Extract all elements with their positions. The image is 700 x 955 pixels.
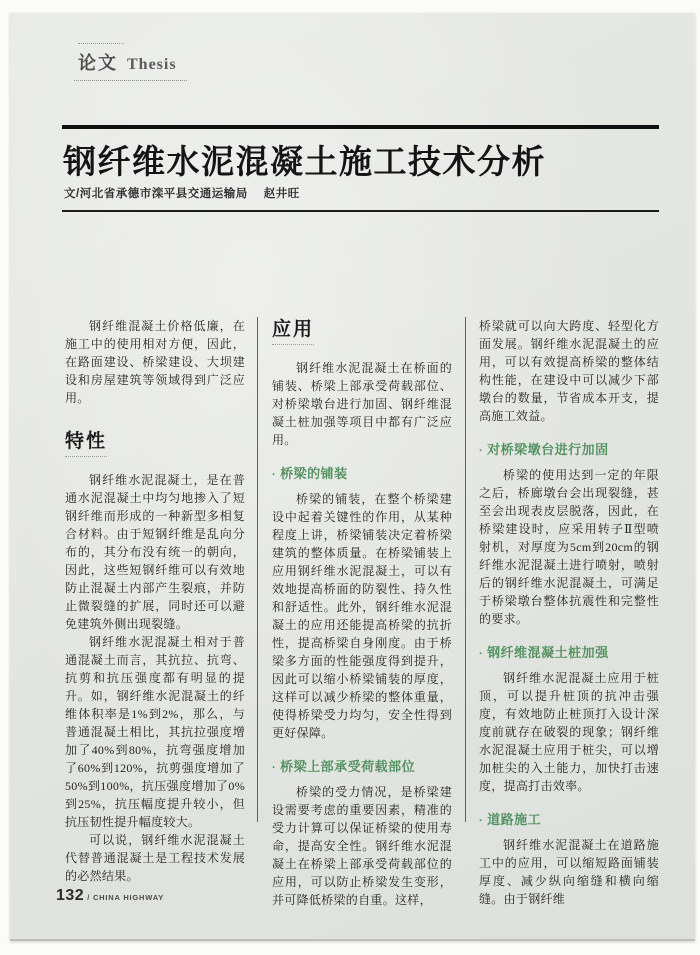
title-rule-top [62, 125, 659, 129]
section-heading-application: 应用 [272, 319, 452, 345]
subheading-load-bearing-parts: · 桥梁上部承受荷载部位 [272, 759, 416, 774]
paragraph: 桥梁就可以向大跨度、轻型化方面发展。钢纤维水泥混凝土的应用，可以有效提高桥梁的整体结构性能，在建设中可以减少下部墩台的数量，节省成本开支，提高施工效益。 [479, 319, 659, 423]
subheading-pile-strengthening: · 钢纤维混凝土桩加强 [479, 645, 609, 660]
journal-name: / CHINA HIGHWAY [87, 893, 165, 902]
paragraph: 钢纤维水泥混凝土应用于桩顶，可以提升桩顶的抗冲击强度，有效地防止桩顶打入设计深度前就存在破裂的现象；钢纤维水泥混凝土应用于桩尖，可以增加桩尖的入土能力，加快打击速度，提高打击效率。 [479, 671, 659, 793]
section-heading-characteristics: 特性 [65, 431, 245, 457]
subheading-road-construction: · 道路施工 [479, 812, 542, 827]
subheading-bridge-paving: · 桥梁的铺装 [272, 466, 348, 481]
scanned-page [10, 13, 695, 941]
article-title: 钢纤维水泥混凝土施工技术分析 [63, 143, 546, 180]
thesis-label-en: Thesis [127, 56, 177, 73]
paragraph: 钢纤维水泥混凝土在桥面的铺装、桥梁上部承受荷载部位、对桥梁墩台进行加固、钢纤维混凝土桩加强等项目中都有广泛应用。 [272, 361, 452, 447]
bullet-icon: · [272, 469, 277, 481]
paragraph: 钢纤维水泥混凝土，是在普通水泥混凝土中均匀地掺入了短钢纤维而形成的一种新型多相复合材料。由于短钢纤维是乱向分布的，其分布没有统一的朝向，因此，这些短钢纤维可以有效地防止混凝土内部产生裂痕，并防止微裂缝的扩展，同时还可以避免建筑外侧出现裂缝。 [65, 473, 245, 631]
bullet-icon: · [479, 445, 484, 457]
paragraph: 桥梁的使用达到一定的年限之后，桥廊墩台会出现裂缝，甚至会出现表皮层脱落，因此，在桥梁建设时，应采用转子Ⅱ型喷射机，对厚度为5cm到20cm的钢纤维水泥混凝土进行喷射，喷射后的钢纤维水泥混凝土，可满足于桥梁墩台整体抗震性和完整性的要求。 [479, 468, 659, 626]
subheading-pier-reinforcement: · 对桥梁墩台进行加固 [479, 442, 609, 457]
paragraph: 可以说，钢纤维水泥混凝土代替普通混凝土是工程技术发展的必然结果。 [65, 833, 245, 883]
bullet-icon: · [272, 762, 277, 774]
bullet-icon: · [479, 815, 484, 827]
paragraph: 桥梁的铺装，在整个桥梁建设中起着关键性的作用，从某种程度上讲，桥梁铺装决定着桥梁建筑的整体质量。在桥梁铺装上应用钢纤维水泥混凝土，可以有效地提高桥面的防裂性、持久性和舒适性。此外，钢纤维水泥混凝土的应用还能提高桥梁的抗折性，提高桥梁自身刚度。由于桥梁多方面的性能强度得到提升，因此可以缩小桥梁铺装的厚度，这样可以减少桥梁的整体重量，使得桥梁受力均匀，安全性得到更好保障。 [272, 492, 452, 740]
byline-affiliation: 文/河北省承德市滦平县交通运输局 [64, 188, 248, 200]
thesis-label-cn: 论文 [78, 53, 118, 73]
column-middle [272, 317, 452, 907]
column-left [65, 317, 245, 887]
paragraph: 钢纤维水泥混凝土在道路施工中的应用，可以缩短路面铺装厚度、减少纵向缩缝和横向缩缝。由于钢纤维 [479, 838, 659, 906]
title-rule-bottom [62, 210, 659, 212]
page-footer [56, 887, 164, 905]
paragraph: 钢纤维混凝土价格低廉，在施工中的使用相对方便，因此，在路面建设、桥梁建设、大坝建设和房屋建筑等领域得到广泛应用。 [65, 319, 245, 405]
bullet-icon: · [479, 648, 484, 660]
header-tag [74, 43, 187, 81]
column-right [479, 317, 659, 906]
byline-author: 赵井旺 [263, 188, 300, 200]
page-number: 132 [56, 887, 85, 904]
paragraph: 钢纤维水泥混凝土相对于普通混凝土而言，其抗拉、抗弯、抗剪和抗压强度都有明显的提升。如，钢纤维水泥混凝土的纤维体积率是1%到2%，那么，与普通混凝土相比，其抗拉强度增加了40%到80%，抗弯强度增加了60%到120%，抗剪强度增加了50%到100%，抗压强度增加了0%到25%，抗压幅度提升较小，但抗压韧性提升幅度较大。 [65, 635, 245, 829]
byline [64, 185, 300, 201]
paragraph: 桥梁的受力情况，是桥梁建设需要考虑的重要因素，精准的受力计算可以保证桥梁的使用寿命，提高安全性。钢纤维水泥混凝土在桥梁上部承受荷载部位的应用，可以防止桥梁发生变形，并可降低桥梁的自重。这样， [272, 785, 452, 907]
